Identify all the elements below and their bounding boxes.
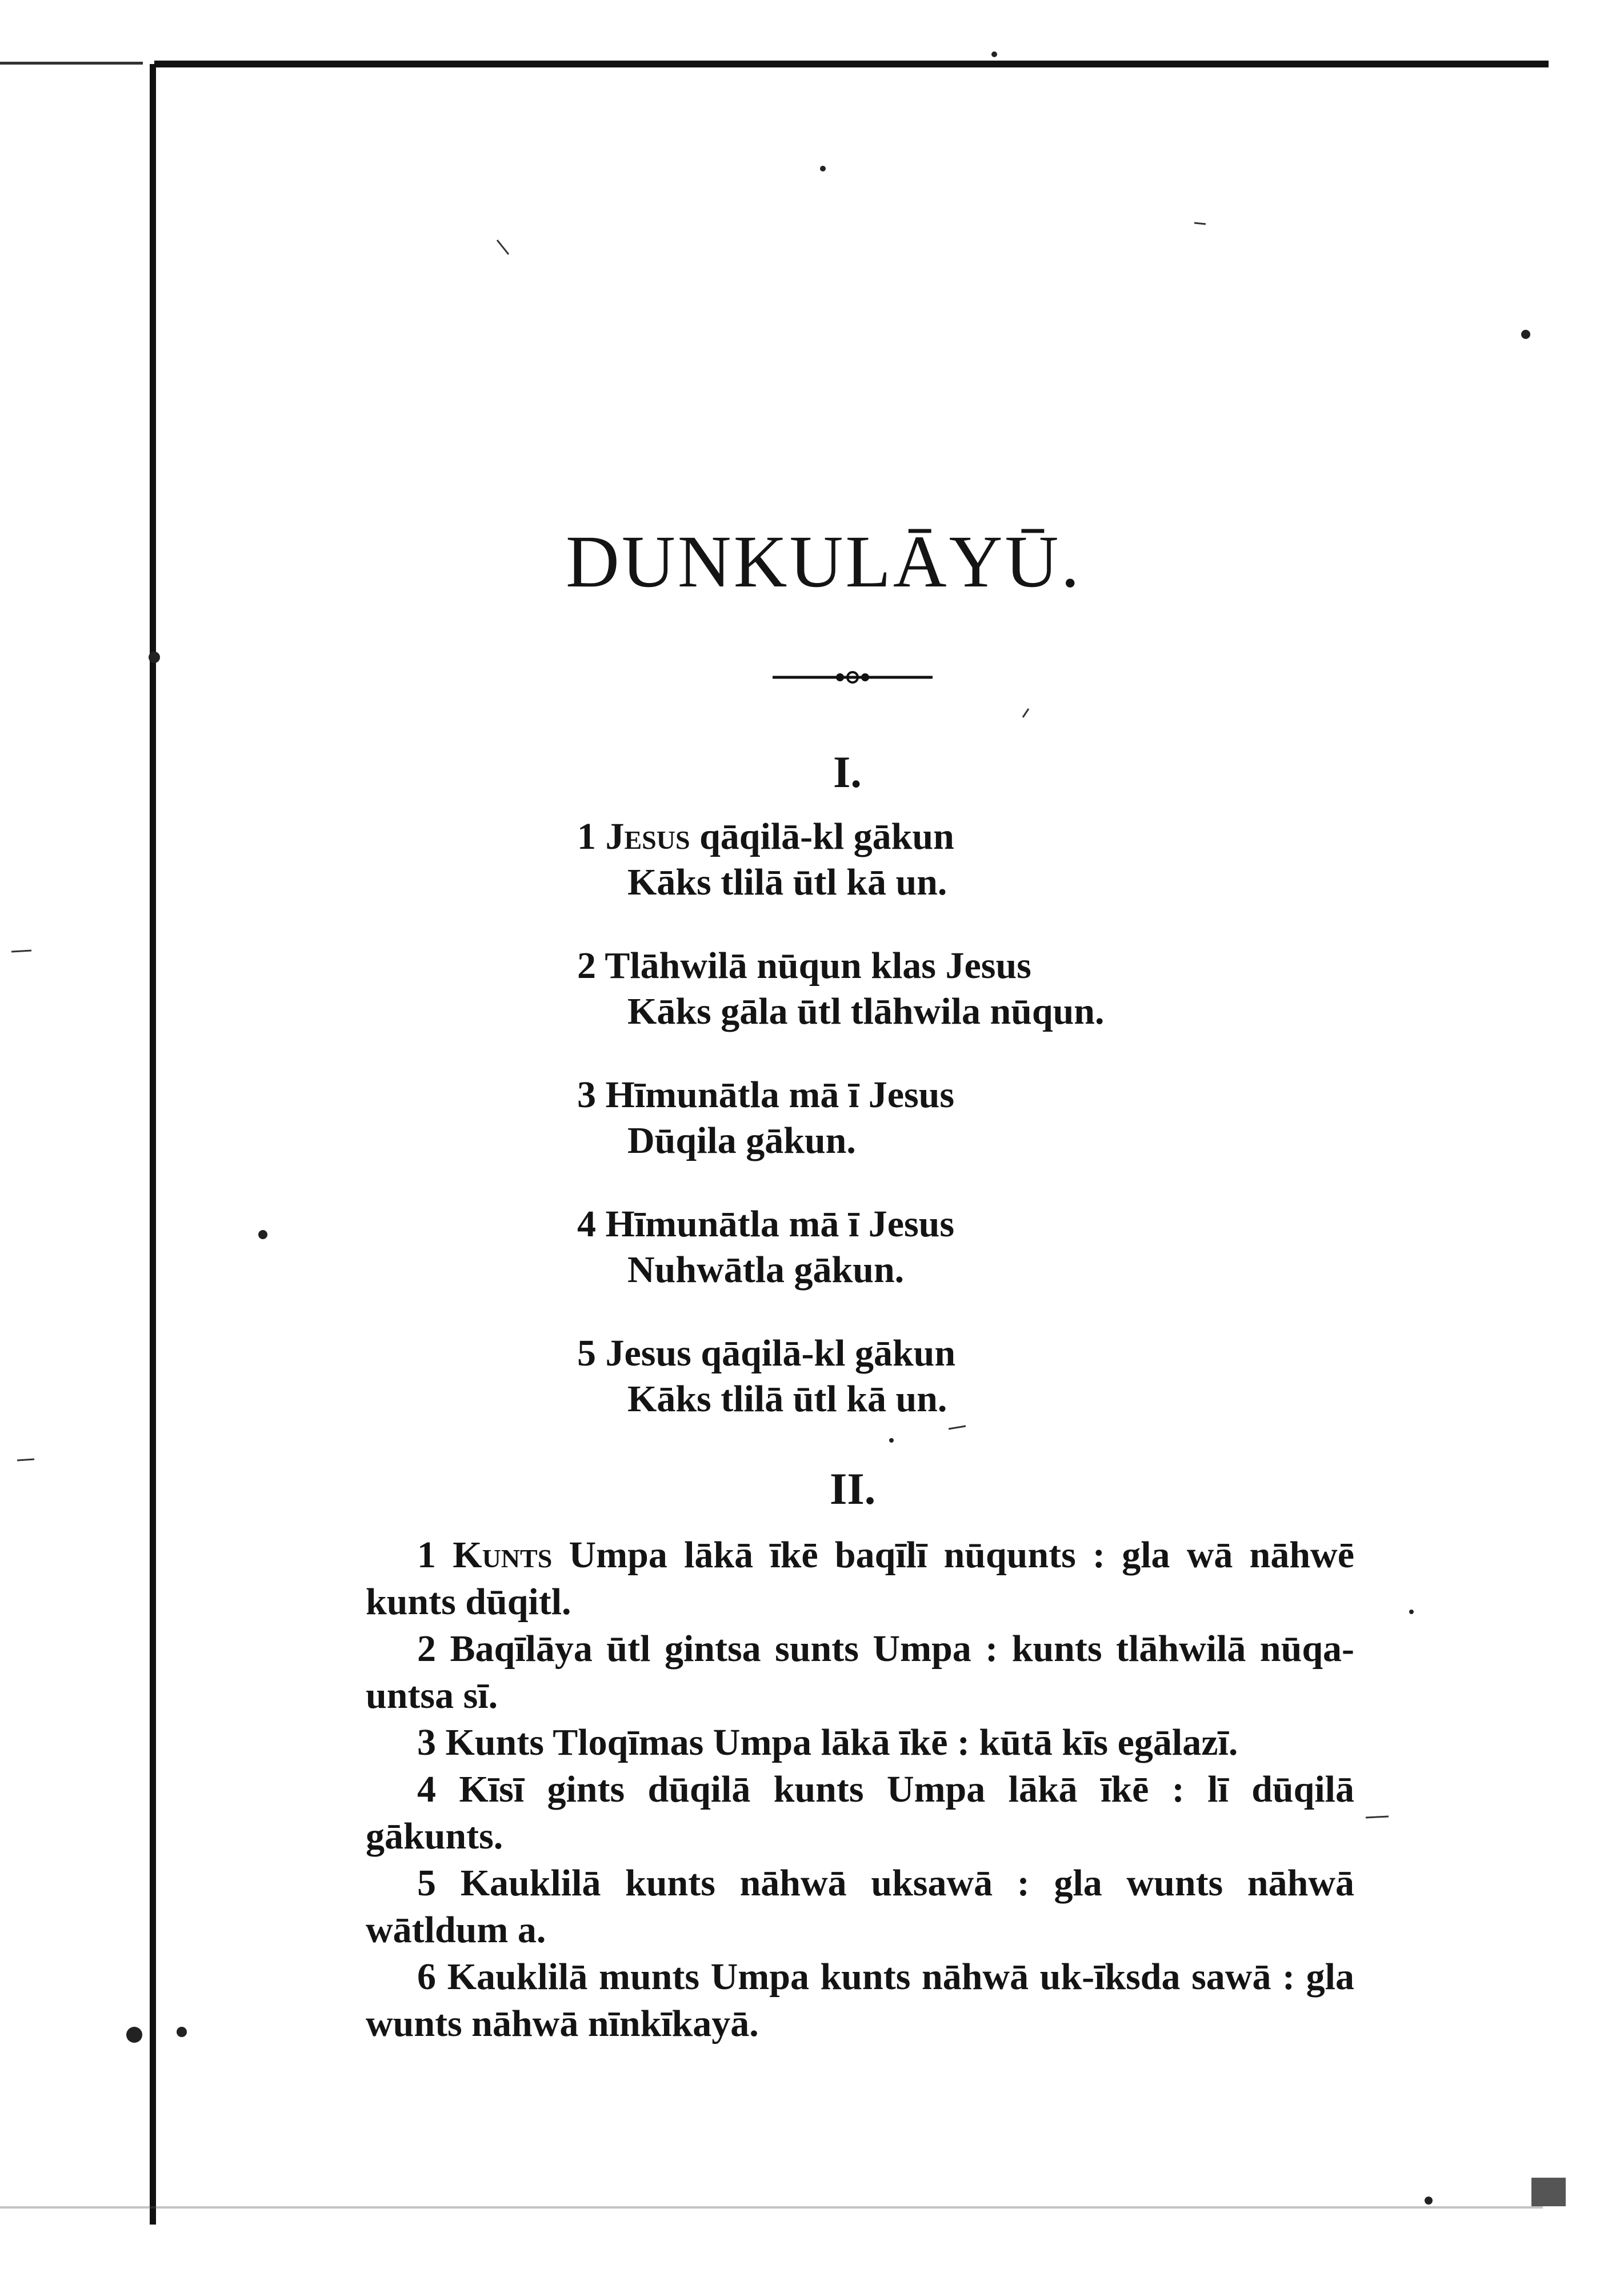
verse-text: Baqīlāya ūtl gintsa sunts Umpa : kunts tlāhwilā nūqa-untsa sī.	[366, 1628, 1355, 1716]
verse-line: Kāks gāla ūtl tlāhwila nūqun.	[627, 991, 1105, 1032]
verse-first-word: Kunts	[453, 1534, 553, 1576]
verse-number: 3	[417, 1722, 436, 1763]
verse-text: Umpa lākā īkē baqīlī nūqunts : gla wā nāhwē kunts dūqitl.	[366, 1534, 1355, 1623]
verse-line: Nuhwātla gākun.	[627, 1249, 905, 1291]
verse-number: 3	[577, 1074, 596, 1116]
verse-line-text: qāqilā-kl gākun	[699, 816, 954, 857]
verse-line-text: Hīmunātla mā ī Jesus	[605, 1203, 955, 1245]
verse-line-text: Tlāhwilā nūqun klas Jesus	[605, 945, 1031, 987]
verse-first-word: Jesus	[605, 816, 690, 857]
verse-number: 6	[417, 1956, 436, 1998]
verse-line-text: Jesus qāqilā-kl gākun	[605, 1332, 956, 1374]
verse-number: 4	[577, 1203, 596, 1245]
hymn-2-number: II.	[830, 1464, 876, 1514]
verse-text: Kīsī gints dūqilā kunts Umpa lākā īkē : lī dūqilā gākunts.	[366, 1768, 1354, 1857]
hymn-1-number: I.	[833, 747, 862, 797]
verse-text: Kauklilā kunts nāhwā uksawā : gla wunts nāhwā wātldum a.	[366, 1862, 1354, 1951]
verse-text: Kunts Tloqīmas Umpa lākā īkē : kūtā kīs egālazī.	[445, 1722, 1238, 1763]
verse-number: 1	[417, 1534, 436, 1576]
verse-line: Kāks tlilā ūtl kā un.	[627, 861, 947, 903]
verse-text: Kauklilā munts Umpa kunts nāhwā uk-īksda sawā : gla wunts nāhwā nīnkīkayā.	[366, 1956, 1354, 2045]
verse-line: Dūqila gākun.	[627, 1120, 856, 1161]
page-title: DUNKULĀYŪ.	[566, 521, 1082, 603]
verse-number: 1	[577, 816, 596, 857]
verse-number: 4	[417, 1768, 436, 1810]
verse-number: 2	[577, 945, 596, 987]
verse-number: 2	[417, 1628, 436, 1670]
verse-line-text: Hīmunātla mā ī Jesus	[605, 1074, 955, 1116]
verse-number: 5	[577, 1332, 596, 1374]
verse-number: 5	[417, 1862, 436, 1904]
verse-line: Kāks tlilā ūtl kā un.	[627, 1378, 947, 1420]
